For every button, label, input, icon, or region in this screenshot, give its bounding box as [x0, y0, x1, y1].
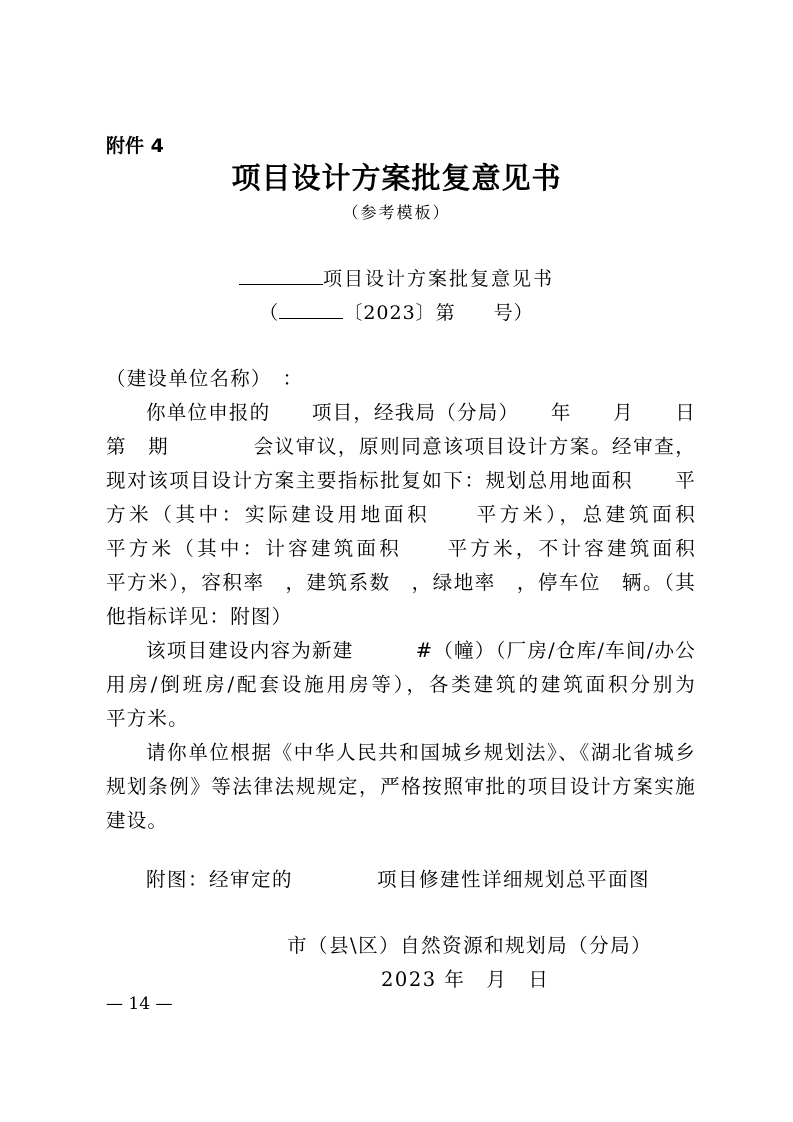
doc-heading-text: 项目设计方案批复意见书 — [322, 268, 554, 290]
document-subtitle: （参考模板） — [342, 203, 451, 222]
salutation: （建设单位名称） ： — [106, 367, 304, 390]
doc-number-close: 号） — [493, 302, 534, 324]
attachment-note: 附图：经审定的 项目修建性详细规划总平面图 — [146, 868, 651, 891]
signature-date: 2023 年 月 日 — [381, 968, 550, 991]
page-number: — 14 — — [106, 994, 173, 1014]
signature-organization: 市（县\区）自然资源和规划局（分局） — [287, 934, 653, 957]
attachment-label: 附件 4 — [106, 135, 164, 157]
doc-heading — [0, 264, 793, 291]
heading-blank — [239, 264, 323, 285]
paragraph-approval: 你单位申报的 项目，经我局（分局） 年 月 日第 期 会议审议，原则同意该项目设计方案。经审查，现对该项目设计方案主要指标批复如下：规划总用地面积 平方米（其中：实际建设用地面积 平方米），总建筑面积 平方米（其中：计容建筑面积 平方米，不计容建筑面积 平方米），容积率 ，建筑系数 ，绿地率 ，停车位 辆。（其他指标详见：附图） — [106, 401, 738, 628]
doc-number-open: （ — [259, 302, 280, 324]
doc-number-blank — [279, 298, 343, 319]
paragraph-construction: 该项目建设内容为新建 #（幢）（厂房/仓库/车间/办公用房/倒班房/配套设施用房等），各类建筑的建筑面积分别为 平方米。 — [106, 639, 738, 730]
paragraph-regulation: 请你单位根据《中华人民共和国城乡规划法》、《湖北省城乡规划条例》等法律法规规定，严格按照审批的项目设计方案实施建设。 — [106, 741, 696, 832]
document-body — [106, 362, 738, 838]
doc-number — [0, 298, 793, 325]
document-title: 项目设计方案批复意见书 — [231, 161, 562, 195]
doc-number-year: 〔2023〕第 — [343, 302, 456, 324]
